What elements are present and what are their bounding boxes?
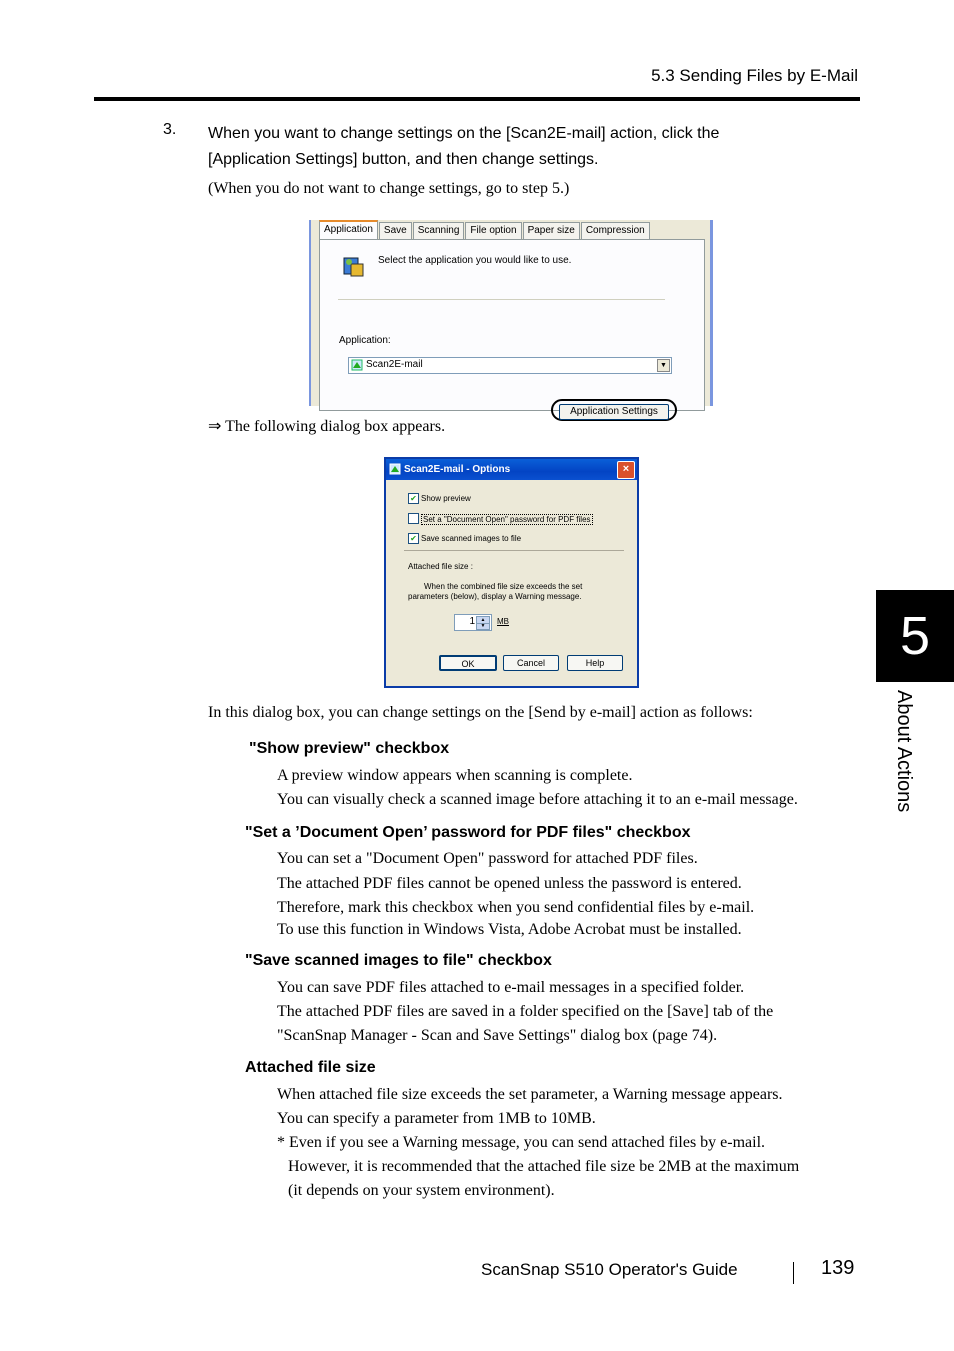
intro-text: In this dialog box, you can change settings on the [Send by e-mail] action as follows: bbox=[208, 704, 753, 721]
chevron-down-icon[interactable]: ▼ bbox=[657, 359, 670, 372]
application-icon bbox=[342, 254, 366, 278]
s4-line-2: You can specify a parameter from 1MB to 10MB. bbox=[277, 1110, 596, 1127]
s4-line-3: * Even if you see a Warning message, you can send attached files by e-mail. bbox=[277, 1134, 766, 1151]
heading-save-images: "Save scanned images to file" checkbox bbox=[245, 952, 552, 969]
title-bar bbox=[386, 459, 637, 480]
file-size-label: Attached file size : bbox=[408, 562, 473, 571]
step-note: (When you do not want to change settings, go to step 5.) bbox=[208, 180, 570, 197]
s3-line-3: "ScanSnap Manager - Scan and Save Settings" dialog box (page 74). bbox=[277, 1027, 718, 1044]
application-select[interactable] bbox=[348, 357, 672, 374]
tab-compression[interactable]: Compression bbox=[581, 222, 650, 241]
footer-divider bbox=[793, 1262, 794, 1284]
file-size-stepper[interactable] bbox=[454, 614, 492, 631]
ok-button[interactable]: OK bbox=[439, 655, 497, 671]
step-line-1: When you want to change settings on the [Scan2E-mail] action, click the bbox=[208, 125, 720, 142]
step-text bbox=[208, 121, 848, 173]
header-rule bbox=[94, 97, 860, 101]
close-icon[interactable]: × bbox=[617, 461, 635, 479]
s3-line-1: You can save PDF files attached to e-mail messages in a specified folder. bbox=[277, 979, 745, 996]
options-dialog-screenshot bbox=[384, 457, 639, 688]
s2-line-3: Therefore, mark this checkbox when you send confidential files by e-mail. bbox=[277, 899, 755, 916]
highlight-ellipse bbox=[551, 399, 677, 421]
s1-line-2: You can visually check a scanned image before attaching it to an e-mail message. bbox=[277, 791, 798, 808]
s2-line-4: To use this function in Windows Vista, Adobe Acrobat must be installed. bbox=[277, 921, 742, 938]
scan2email-icon bbox=[351, 359, 363, 371]
password-checkbox[interactable] bbox=[408, 513, 419, 524]
tab-strip bbox=[319, 222, 651, 240]
help-button[interactable]: Help bbox=[567, 655, 623, 671]
show-preview-label: Show preview bbox=[421, 494, 471, 503]
tab-scanning[interactable]: Scanning bbox=[413, 222, 465, 241]
password-label: Set a "Document Open" password for PDF files bbox=[423, 515, 591, 524]
select-app-prompt: Select the application you would like to use. bbox=[378, 255, 572, 266]
page-number: 139 bbox=[821, 1257, 855, 1279]
result-line: ⇒ The following dialog box appears. bbox=[208, 418, 446, 435]
file-size-desc-2: parameters (below), display a Warning message. bbox=[408, 592, 582, 601]
application-settings-button[interactable]: Application Settings bbox=[559, 404, 669, 420]
heading-password: "Set a ’Document Open’ password for PDF files" checkbox bbox=[245, 824, 691, 841]
s1-line-1: A preview window appears when scanning is complete. bbox=[277, 767, 633, 784]
chapter-label bbox=[872, 690, 932, 830]
application-value: Scan2E-mail bbox=[366, 359, 423, 370]
heading-show-preview: "Show preview" checkbox bbox=[249, 740, 450, 757]
s4-line-4: However, it is recommended that the attached file size be 2MB at the maximum bbox=[288, 1158, 800, 1175]
s4-line-5: (it depends on your system environment). bbox=[288, 1182, 555, 1199]
s3-line-2: The attached PDF files are saved in a folder specified on the [Save] tab of the bbox=[277, 1003, 774, 1020]
heading-file-size: Attached file size bbox=[245, 1059, 376, 1076]
footer-title: ScanSnap S510 Operator's Guide bbox=[481, 1260, 738, 1279]
tab-file-option[interactable]: File option bbox=[465, 222, 521, 241]
spin-down-icon[interactable]: ▼ bbox=[476, 623, 490, 630]
chapter-tab: 5 bbox=[876, 590, 954, 682]
file-size-value: 1 bbox=[469, 616, 475, 627]
show-preview-checkbox[interactable]: ✔ bbox=[408, 493, 419, 504]
s2-line-2: The attached PDF files cannot be opened unless the password is entered. bbox=[277, 875, 742, 892]
tab-save[interactable]: Save bbox=[379, 222, 412, 241]
step-number: 3. bbox=[163, 121, 177, 138]
tab-application[interactable]: Application bbox=[319, 220, 378, 242]
file-size-desc-1: When the combined file size exceeds the set bbox=[424, 582, 583, 591]
tab-panel bbox=[319, 239, 705, 417]
application-label: Application: bbox=[339, 335, 391, 346]
chapter-label-text: About Actions bbox=[893, 690, 915, 813]
unit-label: MB bbox=[497, 617, 509, 626]
dialog-title: Scan2E-mail - Options bbox=[404, 464, 511, 475]
separator bbox=[404, 550, 624, 551]
spin-up-icon[interactable]: ▲ bbox=[476, 616, 490, 624]
running-header: 5.3 Sending Files by E-Mail bbox=[651, 66, 858, 85]
app-icon bbox=[389, 463, 401, 475]
save-images-checkbox[interactable]: ✔ bbox=[408, 533, 419, 544]
save-images-label: Save scanned images to file bbox=[421, 534, 522, 543]
tab-paper-size[interactable]: Paper size bbox=[523, 222, 580, 241]
step-line-2: [Application Settings] button, and then change settings. bbox=[208, 151, 599, 168]
cancel-button[interactable]: Cancel bbox=[503, 655, 559, 671]
s4-line-1: When attached file size exceeds the set parameter, a Warning message appears. bbox=[277, 1086, 783, 1103]
s2-line-1: You can set a "Document Open" password for attached PDF files. bbox=[277, 850, 698, 867]
separator bbox=[338, 299, 665, 300]
application-tab-screenshot bbox=[309, 220, 713, 417]
